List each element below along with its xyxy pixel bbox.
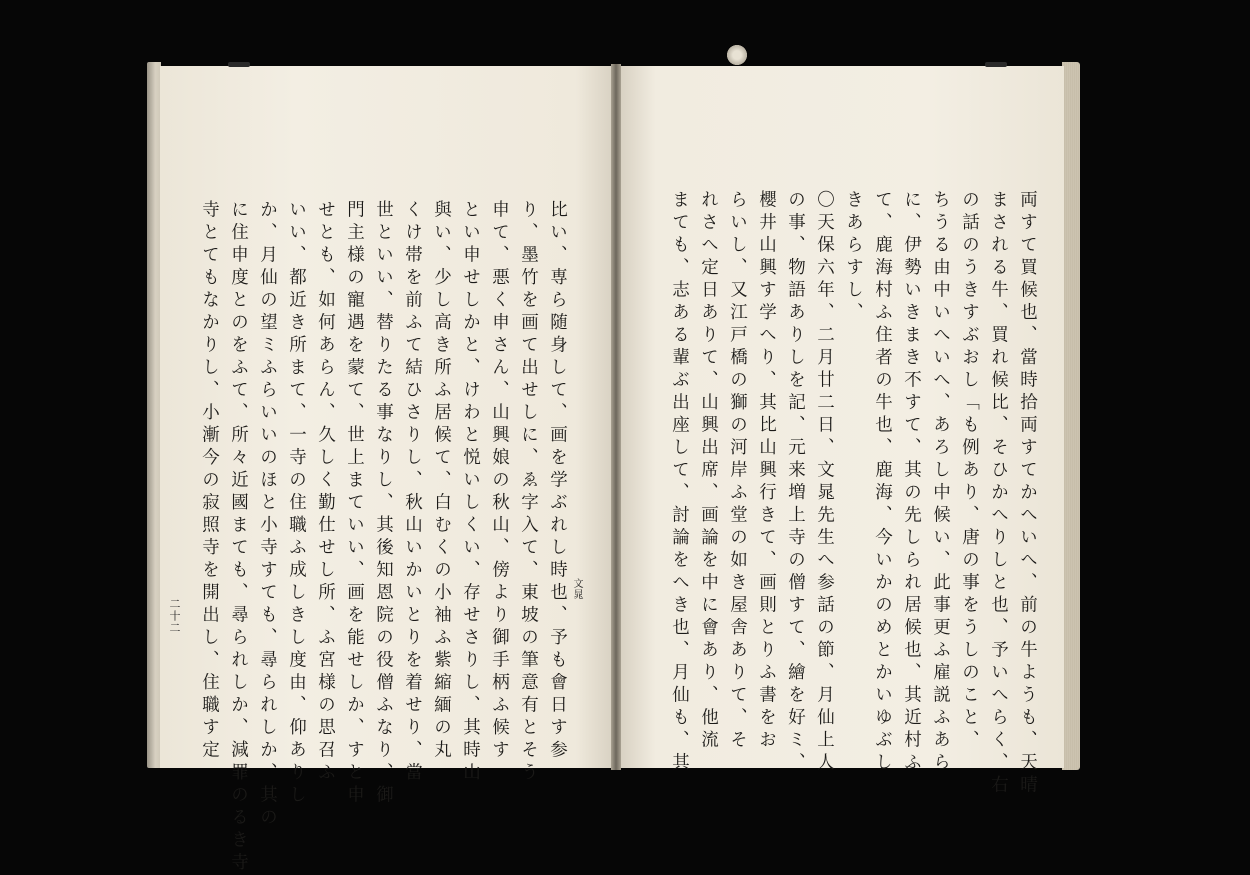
text-column: 比い、専ら随身して、画を学ぶれし時也、予も會日す参	[547, 200, 568, 763]
text-column: いい、都近き所まて、一寺の住職ふ成しきし度由、仰ありし	[286, 200, 307, 808]
text-column: 両すて買候也、當時拾両すてかへいへ、前の牛ようも、天晴	[1017, 190, 1038, 798]
text-column: きあらすし、	[843, 190, 864, 325]
text-column: の事、物語ありしを記、元来増上寺の僧すて、繪を好ミ、	[785, 190, 806, 775]
text-column: らいし、又江戸橋の獅の河岸ふ堂の如き屋舎ありて、そ	[727, 190, 748, 753]
text-column: か、月仙の望ミふらいいのほと小寺すても、尋られしか、其の	[257, 200, 278, 830]
text-column: とい申せしかと、けわと悦いしくい、存せさりし、其時山	[460, 200, 481, 785]
page-tab	[985, 62, 1007, 67]
text-column: り、墨竹を画て出せしに、ゑ字入て、東坡の筆意有とそう	[518, 200, 539, 785]
text-column: 世といい、替りたる事なりし、其後知恩院の役僧ふなり、御	[373, 200, 394, 808]
text-column: に、伊勢いきまき不すて、其の先しられ居候也、其近村ふ	[901, 190, 922, 775]
text-column: 〇天保六年、二月廿二日、文晁先生へ参話の節、月仙上人	[814, 190, 835, 775]
text-column: 申て、悪く申さん、山興娘の秋山、傍より御手柄ふ候す	[489, 200, 510, 763]
book-edge-right	[1062, 62, 1080, 770]
text-column: 與い、少し高き所ふ居候て、白むくの小袖ふ紫縮緬の丸	[431, 200, 452, 763]
text-column: れさへ定日ありて、山興出席、画論を中に會あり、他流	[698, 190, 719, 753]
text-column: 櫻井山興す学へり、其比山興行きて、画則とりふ書をお	[756, 190, 777, 753]
text-column: 門主様の寵遇を蒙て、世上まていい、画を能せしか、すと申	[344, 200, 365, 808]
text-column: ちうる由中いへいへ、あろし中候い、此事更ふ雇説ふあら	[930, 190, 951, 775]
text-column: の話のうきすぶおし「も例あり、唐の事をうしのこと、	[959, 190, 980, 753]
book-gutter	[611, 64, 621, 770]
text-column: まされる牛、買れ候比、そひかへりしと也、予いへらく、右	[988, 190, 1009, 798]
text-column: に住申度とのをふて、所々近國まても、尋られしか、減罪のるき寺	[228, 200, 249, 875]
side-note: 文晁	[571, 578, 582, 600]
text-column: て、鹿海村ふ住者の牛也、鹿海、今いかのめとかいゆぶし	[872, 190, 893, 775]
book-edge-left	[147, 62, 161, 768]
text-column: せとも、如何あらん、久しく勤仕せし所、ふ宮様の思召ふ	[315, 200, 336, 785]
binding-thread	[727, 45, 747, 65]
page-tab	[228, 62, 250, 67]
text-column: くけ帯を前ふて結ひさりし、秋山いかいとりを着せり、當	[402, 200, 423, 785]
text-column: まても、志ある輩ぶ出座して、討論をへき也、月仙も、其	[669, 190, 690, 775]
page-number: 二十二	[168, 598, 181, 634]
text-column: 寺とてもなかりし、小漸今の寂照寺を開出し、住職す定	[199, 200, 220, 763]
